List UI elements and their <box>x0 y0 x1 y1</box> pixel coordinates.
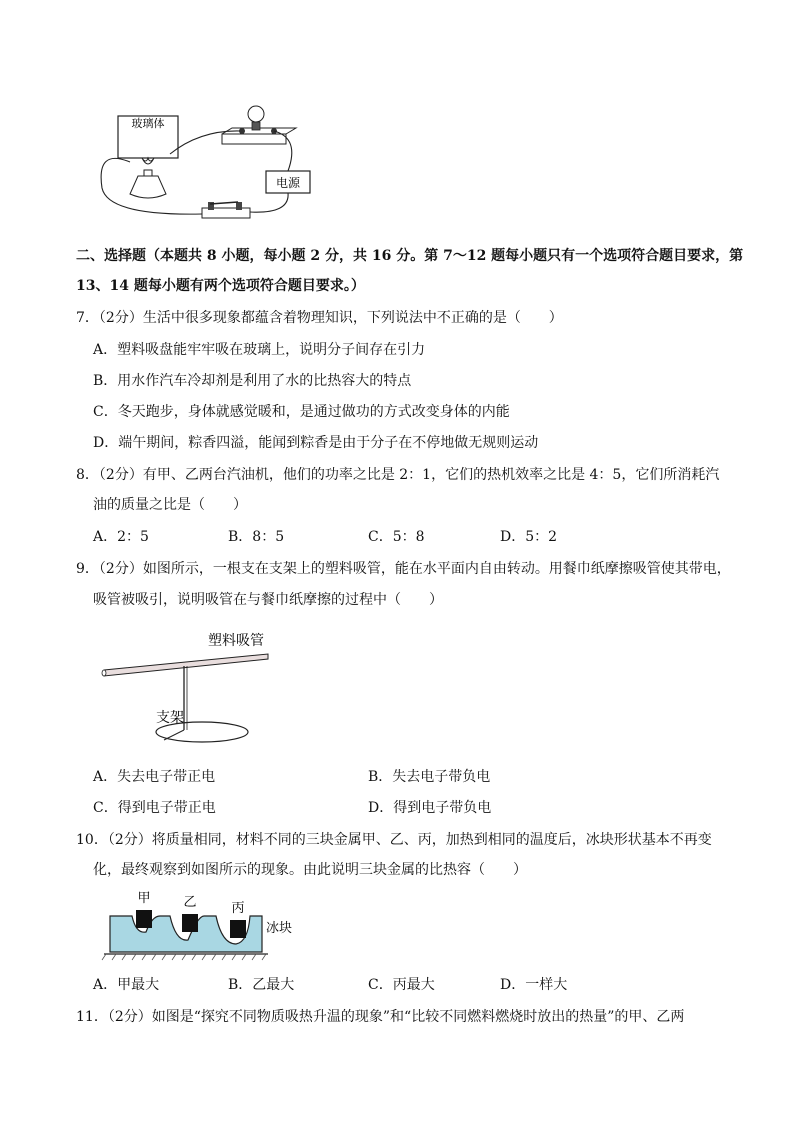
q10-option-a: A．甲最大 <box>93 977 160 993</box>
q9-stem-line1: 9．（2分）如图所示，一根支在支架上的塑料吸管，能在水平面内自由转动。用餐巾纸摩擦吸管使其带电， <box>76 561 731 577</box>
bulb <box>248 106 264 122</box>
q8-option-a: A．2：5 <box>93 529 149 545</box>
section-heading-line2: 13、14 题每小题有两个选项符合题目要求。） <box>76 278 365 294</box>
bulb-board <box>222 134 286 144</box>
q9-option-d: D．得到电子带负电 <box>368 800 492 816</box>
ground-hatch <box>102 954 266 960</box>
straw <box>104 654 268 676</box>
q7-option-b: B．用水作汽车冷却剂是利用了水的比热容大的特点 <box>93 373 412 389</box>
q9-option-a: A．失去电子带正电 <box>93 769 216 785</box>
q10-option-d: D．一样大 <box>500 977 568 993</box>
metal-block-bing <box>230 920 246 938</box>
metal-block-jia <box>136 910 152 928</box>
q7-option-a: A．塑料吸盘能牢牢吸在玻璃上，说明分子间存在引力 <box>93 342 426 358</box>
q9-option-b: B．失去电子带负电 <box>368 769 491 785</box>
q8-stem-line1: 8．（2分）有甲、乙两台汽油机，他们的功率之比是 2：1，它们的热机效率之比是 4：5，它们所消耗汽 <box>76 467 720 483</box>
ice-block-figure <box>100 886 300 966</box>
stand-label: 支架 <box>156 710 184 726</box>
circuit-figure <box>90 98 320 228</box>
q7-option-c: C．冬天跑步，身体就感觉暖和，是通过做功的方式改变身体的内能 <box>93 404 510 420</box>
q7-stem: 7．（2分）生活中很多现象都蕴含着物理知识，下列说法中不正确的是（ ） <box>76 310 563 326</box>
q10-stem-line2: 化，最终观察到如图所示的现象。由此说明三块金属的比热容（ ） <box>93 862 527 878</box>
metal-block-yi <box>182 914 198 932</box>
power-label: 电源 <box>275 176 301 190</box>
q11-stem-line1: 11．（2分）如图是“探究不同物质吸热升温的现象”和“比较不同燃料燃烧时放出的热量”的甲、乙两 <box>76 1009 685 1025</box>
label-yi: 乙 <box>183 895 197 910</box>
q9-option-c: C．得到电子带正电 <box>93 800 216 816</box>
q8-option-d: D．5：2 <box>500 529 558 545</box>
straw-figure <box>100 626 290 750</box>
alcohol-lamp <box>130 176 166 198</box>
glass-label: 玻璃体 <box>131 117 165 130</box>
flame <box>142 158 154 164</box>
label-bing: 丙 <box>231 901 245 916</box>
q8-option-b: B．8：5 <box>228 529 285 545</box>
label-jia: 甲 <box>137 891 151 906</box>
q8-option-c: C．5：8 <box>368 529 425 545</box>
q10-stem-line1: 10．（2分）将质量相同，材料不同的三块金属甲、乙、丙，加热到相同的温度后，冰块形状基本不再变 <box>76 832 712 848</box>
straw-label: 塑料吸管 <box>208 633 264 649</box>
q10-option-c: C．丙最大 <box>368 977 435 993</box>
q7-option-d: D．端午期间，粽香四溢，能闻到粽香是由于分子在不停地做无规则运动 <box>93 435 539 451</box>
q9-stem-line2: 吸管被吸引，说明吸管在与餐巾纸摩擦的过程中（ ） <box>93 592 443 608</box>
ice-label: 冰块 <box>266 921 293 936</box>
section-heading-line1: 二、选择题（本题共 8 小题，每小题 2 分，共 16 分。第 7～12 题每小题只有一个选项符合题目要求，第 <box>76 248 744 264</box>
q10-option-b: B．乙最大 <box>228 977 295 993</box>
q8-stem-line2: 油的质量之比是（ ） <box>93 497 247 513</box>
